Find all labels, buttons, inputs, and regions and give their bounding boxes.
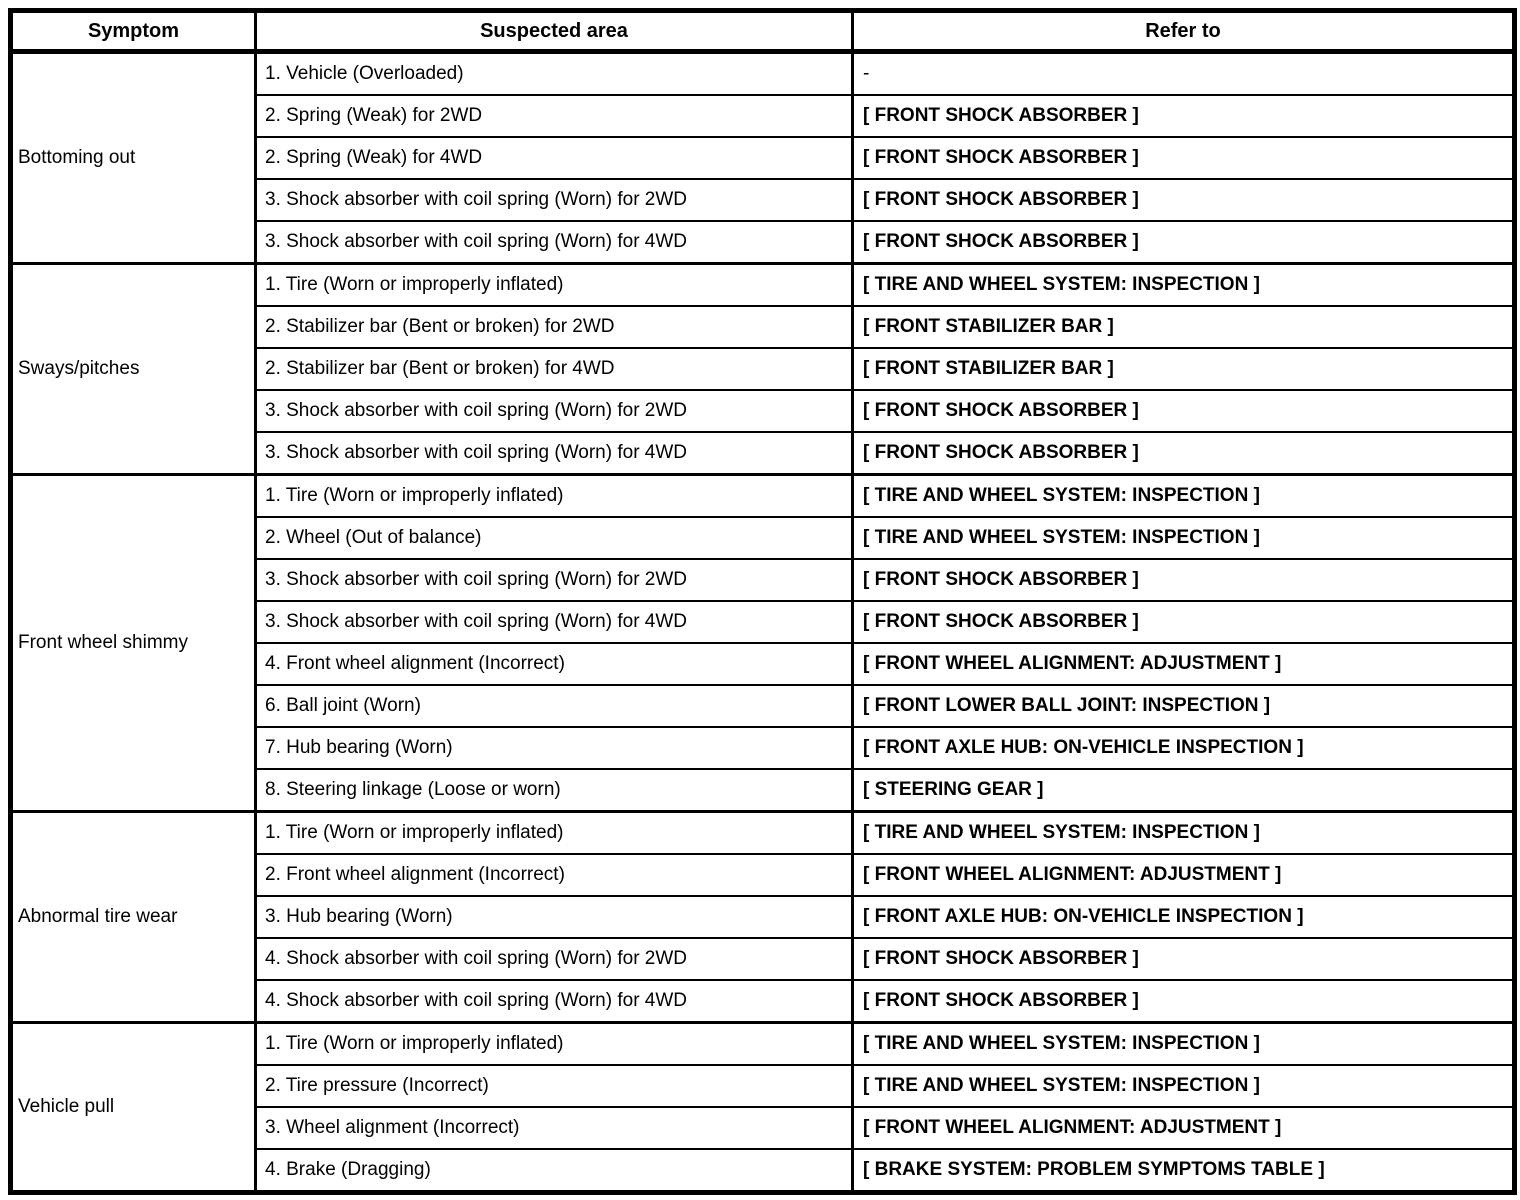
refer-to-cell: [ FRONT AXLE HUB: ON-VEHICLE INSPECTION ] (853, 727, 1515, 769)
header-suspected-area: Suspected area (256, 11, 853, 52)
suspected-area-cell: 3. Shock absorber with coil spring (Worn) for 2WD (256, 390, 853, 432)
table-row (11, 812, 1515, 855)
refer-to-cell: [ FRONT WHEEL ALIGNMENT: ADJUSTMENT ] (853, 1107, 1515, 1149)
refer-to-cell: [ FRONT SHOCK ABSORBER ] (853, 221, 1515, 264)
refer-to-cell: [ FRONT STABILIZER BAR ] (853, 306, 1515, 348)
refer-to-cell: [ FRONT SHOCK ABSORBER ] (853, 559, 1515, 601)
suspected-area-cell: 4. Brake (Dragging) (256, 1149, 853, 1193)
refer-to-cell: [ FRONT LOWER BALL JOINT: INSPECTION ] (853, 685, 1515, 727)
suspected-area-cell: 2. Spring (Weak) for 4WD (256, 137, 853, 179)
suspected-area-cell: 4. Shock absorber with coil spring (Worn) for 2WD (256, 938, 853, 980)
suspected-area-cell: 2. Spring (Weak) for 2WD (256, 95, 853, 137)
suspected-area-cell: 1. Vehicle (Overloaded) (256, 52, 853, 96)
refer-to-cell: [ TIRE AND WHEEL SYSTEM: INSPECTION ] (853, 1065, 1515, 1107)
symptom-cell-front-wheel-shimmy: Front wheel shimmy (11, 475, 256, 812)
symptom-cell-vehicle-pull: Vehicle pull (11, 1023, 256, 1193)
suspected-area-cell: 1. Tire (Worn or improperly inflated) (256, 812, 853, 855)
refer-to-cell: [ FRONT STABILIZER BAR ] (853, 348, 1515, 390)
suspected-area-cell: 1. Tire (Worn or improperly inflated) (256, 475, 853, 518)
table-header-row (11, 11, 1515, 52)
refer-to-cell: [ TIRE AND WHEEL SYSTEM: INSPECTION ] (853, 475, 1515, 518)
suspected-area-cell: 7. Hub bearing (Worn) (256, 727, 853, 769)
refer-to-cell: [ FRONT WHEEL ALIGNMENT: ADJUSTMENT ] (853, 854, 1515, 896)
suspected-area-cell: 3. Wheel alignment (Incorrect) (256, 1107, 853, 1149)
refer-to-cell: [ FRONT SHOCK ABSORBER ] (853, 95, 1515, 137)
table-row (11, 1023, 1515, 1066)
symptom-cell-sways-pitches: Sways/pitches (11, 264, 256, 475)
refer-to-cell: [ FRONT SHOCK ABSORBER ] (853, 601, 1515, 643)
suspected-area-cell: 2. Front wheel alignment (Incorrect) (256, 854, 853, 896)
suspected-area-cell: 3. Shock absorber with coil spring (Worn) for 2WD (256, 179, 853, 221)
table-row (11, 52, 1515, 96)
refer-to-cell: [ TIRE AND WHEEL SYSTEM: INSPECTION ] (853, 812, 1515, 855)
table-row (11, 264, 1515, 307)
suspected-area-cell: 1. Tire (Worn or improperly inflated) (256, 264, 853, 307)
symptom-cell-abnormal-tire-wear: Abnormal tire wear (11, 812, 256, 1023)
refer-to-cell: [ FRONT SHOCK ABSORBER ] (853, 938, 1515, 980)
refer-to-cell: [ FRONT WHEEL ALIGNMENT: ADJUSTMENT ] (853, 643, 1515, 685)
problem-symptoms-table (8, 8, 1517, 1195)
suspected-area-cell: 3. Shock absorber with coil spring (Worn) for 4WD (256, 601, 853, 643)
suspected-area-cell: 3. Shock absorber with coil spring (Worn) for 4WD (256, 221, 853, 264)
refer-to-cell: [ FRONT SHOCK ABSORBER ] (853, 432, 1515, 475)
suspected-area-cell: 2. Tire pressure (Incorrect) (256, 1065, 853, 1107)
suspected-area-cell: 6. Ball joint (Worn) (256, 685, 853, 727)
suspected-area-cell: 1. Tire (Worn or improperly inflated) (256, 1023, 853, 1066)
refer-to-cell: [ TIRE AND WHEEL SYSTEM: INSPECTION ] (853, 517, 1515, 559)
refer-to-cell: [ TIRE AND WHEEL SYSTEM: INSPECTION ] (853, 264, 1515, 307)
refer-to-cell: [ TIRE AND WHEEL SYSTEM: INSPECTION ] (853, 1023, 1515, 1066)
symptom-cell-bottoming-out: Bottoming out (11, 52, 256, 264)
refer-to-cell: [ FRONT SHOCK ABSORBER ] (853, 137, 1515, 179)
suspected-area-cell: 3. Shock absorber with coil spring (Worn) for 4WD (256, 432, 853, 475)
suspected-area-cell: 2. Wheel (Out of balance) (256, 517, 853, 559)
refer-to-cell: [ BRAKE SYSTEM: PROBLEM SYMPTOMS TABLE ] (853, 1149, 1515, 1193)
suspected-area-cell: 8. Steering linkage (Loose or worn) (256, 769, 853, 812)
header-refer-to: Refer to (853, 11, 1515, 52)
refer-to-cell: [ FRONT AXLE HUB: ON-VEHICLE INSPECTION ] (853, 896, 1515, 938)
refer-to-cell: [ FRONT SHOCK ABSORBER ] (853, 390, 1515, 432)
suspected-area-cell: 2. Stabilizer bar (Bent or broken) for 4WD (256, 348, 853, 390)
suspected-area-cell: 4. Front wheel alignment (Incorrect) (256, 643, 853, 685)
refer-to-cell: [ FRONT SHOCK ABSORBER ] (853, 980, 1515, 1023)
refer-to-cell: [ FRONT SHOCK ABSORBER ] (853, 179, 1515, 221)
suspected-area-cell: 4. Shock absorber with coil spring (Worn) for 4WD (256, 980, 853, 1023)
suspected-area-cell: 3. Hub bearing (Worn) (256, 896, 853, 938)
refer-to-cell: [ STEERING GEAR ] (853, 769, 1515, 812)
table-row (11, 475, 1515, 518)
refer-to-cell: - (853, 52, 1515, 96)
suspected-area-cell: 2. Stabilizer bar (Bent or broken) for 2WD (256, 306, 853, 348)
header-symptom: Symptom (11, 11, 256, 52)
suspected-area-cell: 3. Shock absorber with coil spring (Worn) for 2WD (256, 559, 853, 601)
